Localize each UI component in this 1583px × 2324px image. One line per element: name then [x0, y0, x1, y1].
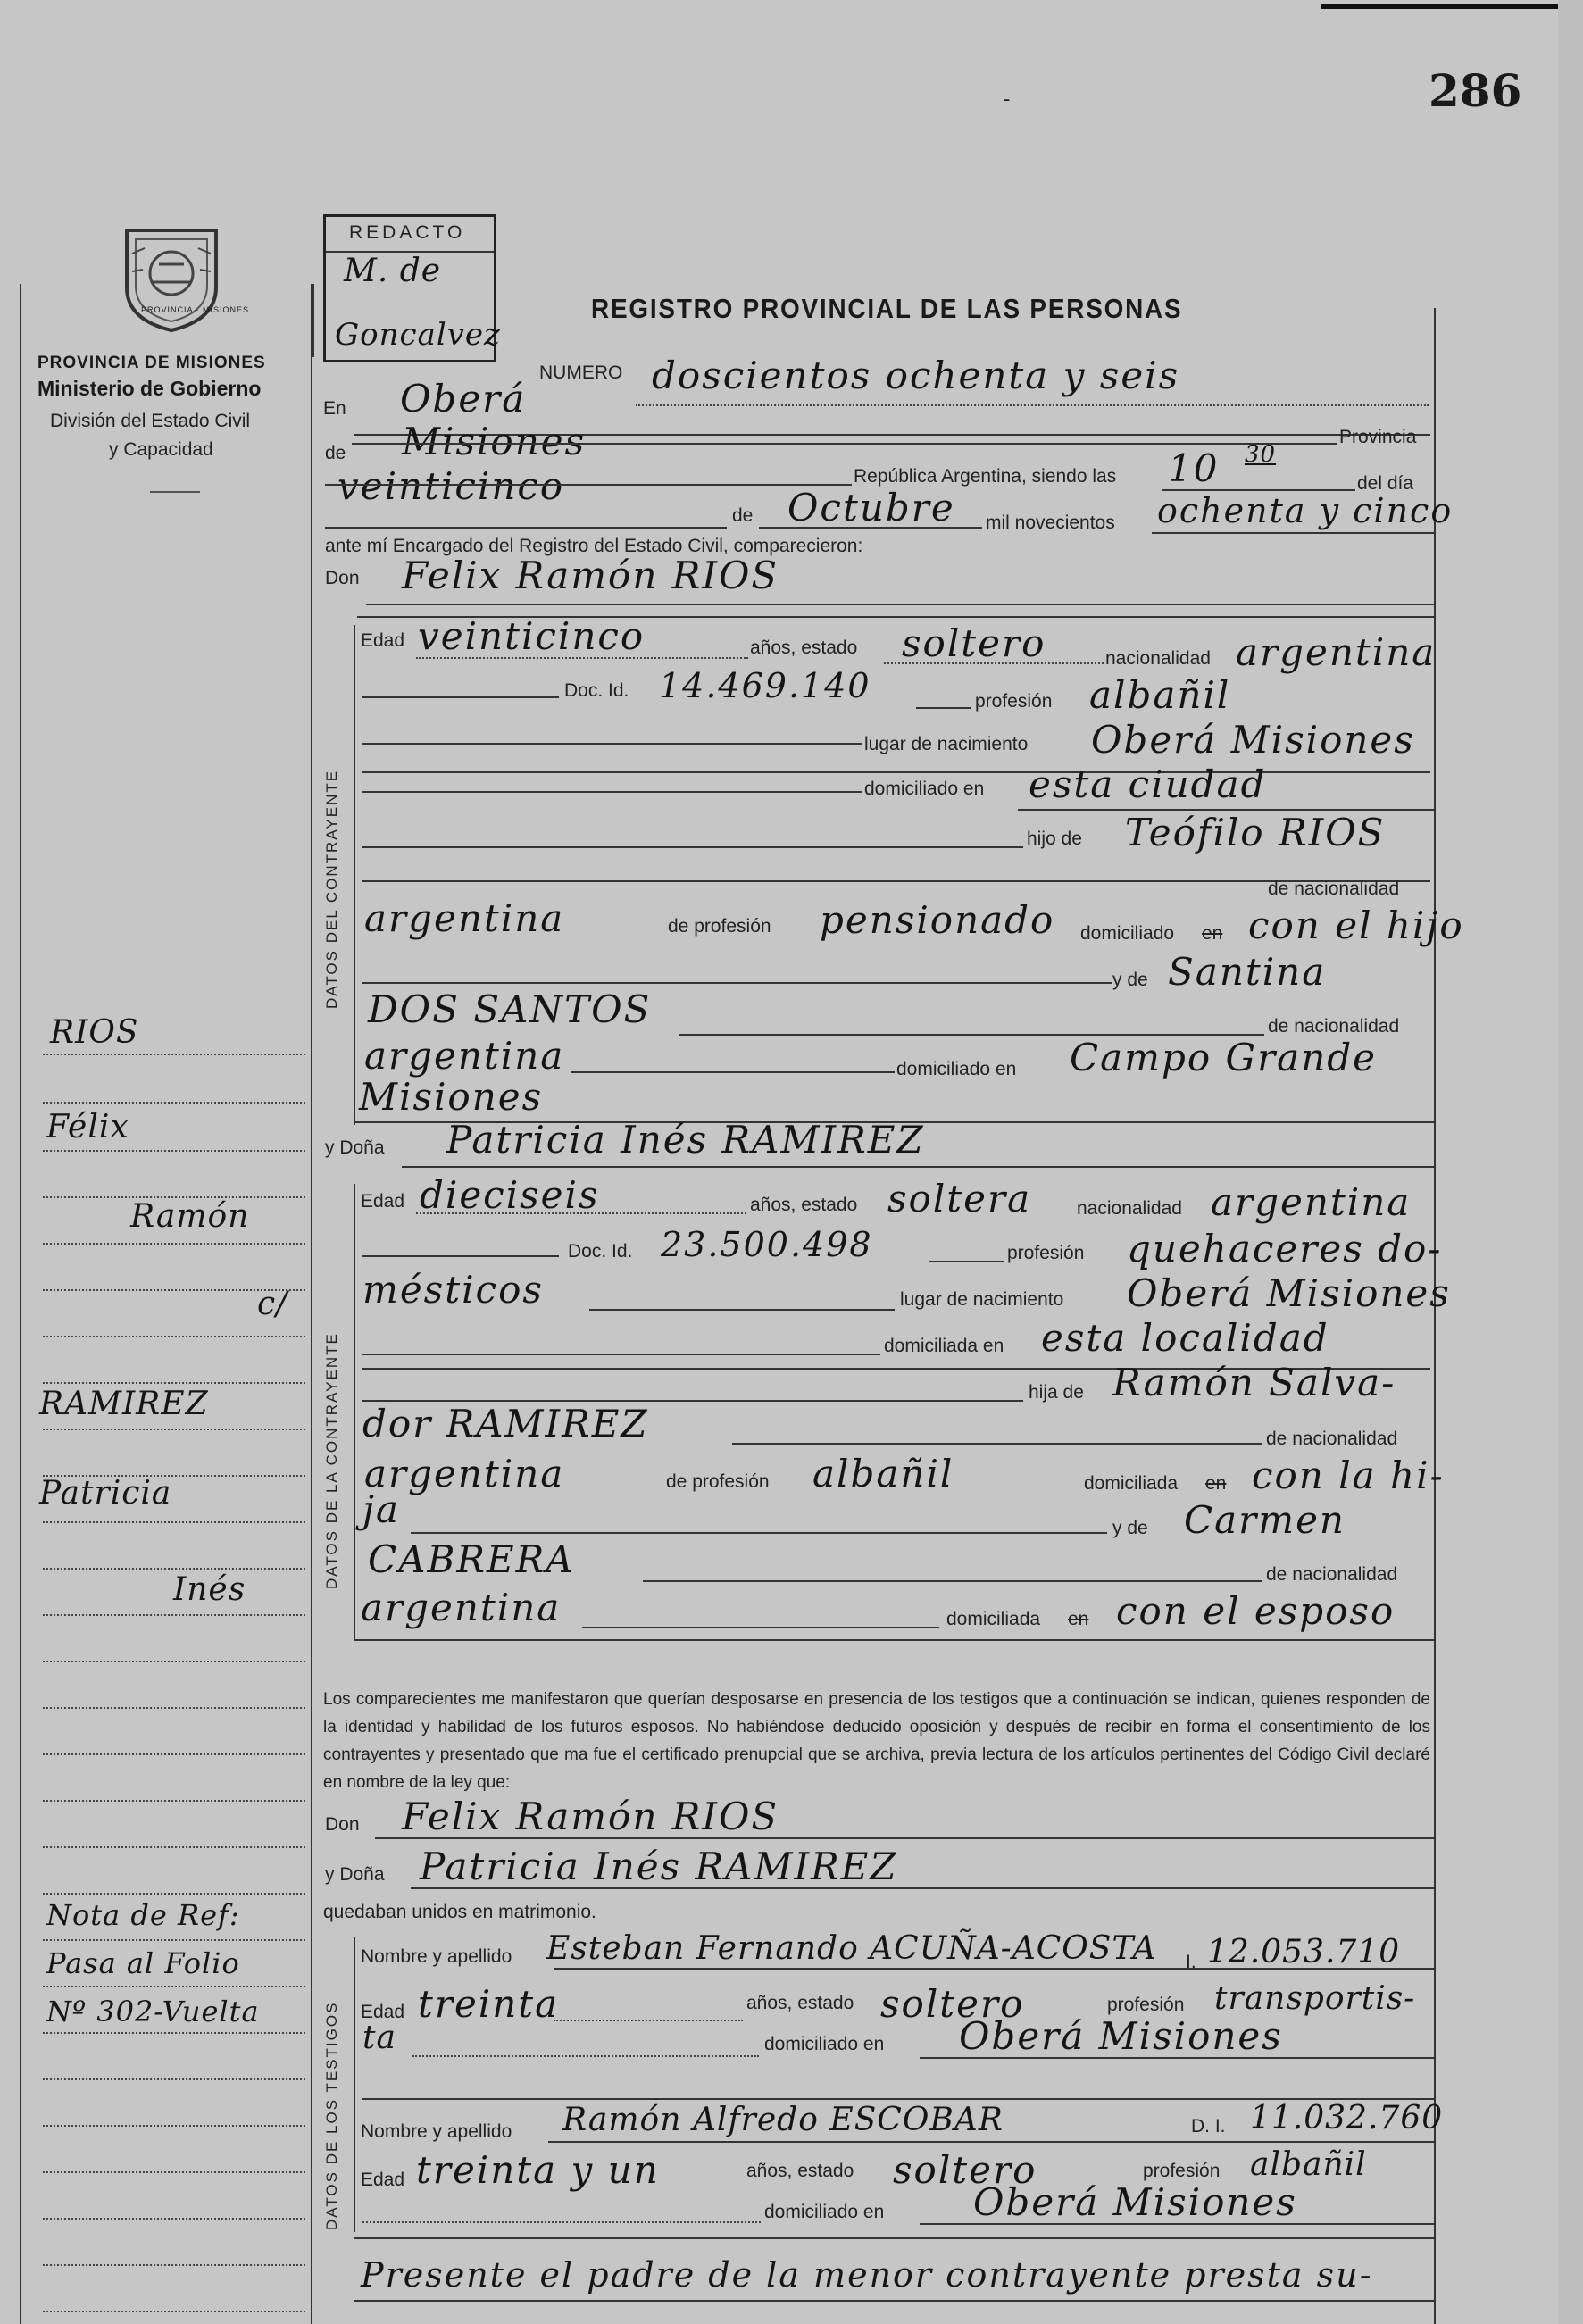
- margin-line-7: [43, 1336, 305, 1337]
- doc-label-2: Doc. Id.: [568, 1241, 633, 1262]
- domiciliado-en-label-2: domiciliado en: [896, 1059, 1017, 1079]
- dia-value: veinticinco: [337, 464, 565, 508]
- margin-line-22: [43, 2032, 305, 2034]
- margin-line-4: [43, 1196, 305, 1198]
- right-border: [1434, 308, 1436, 2324]
- domicilio-line-left-2: [362, 1354, 880, 1355]
- provincial-seal-icon: [114, 218, 250, 334]
- margin-line-27: [43, 2264, 305, 2266]
- edad-label: Edad: [361, 630, 405, 651]
- anos-estado-label-t1: años, estado: [746, 1993, 854, 2013]
- testigo1-dom-line-left: [412, 2055, 759, 2057]
- margin-nota-3: Nº 302-Vuelta: [46, 1995, 260, 2028]
- edad-label-t1: Edad: [361, 2002, 405, 2022]
- margin-line-16: [43, 1753, 305, 1755]
- de-nacionalidad-label-1: de nacionalidad: [1268, 879, 1400, 899]
- redactor-line-1: M. de: [344, 253, 442, 289]
- province-name: PROVINCIA DE MISIONES: [37, 354, 266, 372]
- testigo1-edad-value: treinta: [418, 1982, 560, 2026]
- domiciliado-en-label-t1: domiciliado en: [764, 2034, 885, 2054]
- page-number: 286: [1429, 64, 1522, 117]
- hija-de-label: hija de: [1029, 1382, 1084, 1403]
- ante-label: ante mí Encargado del Registro del Estado Civil, comparecieron:: [325, 536, 863, 556]
- testigo1-nombre-line: [554, 1968, 1434, 1970]
- madre-nac-line-2: [582, 1627, 939, 1628]
- header-rule: [150, 491, 200, 493]
- doc-label: Doc. Id.: [564, 680, 629, 701]
- en-struck-label-2: en: [1205, 1473, 1227, 1494]
- numero-label: NUMERO: [539, 362, 623, 383]
- redacto-label: REDACTO: [349, 222, 466, 243]
- margin-line-9: [43, 1429, 305, 1430]
- madre-domicilio-value: Campo Grande: [1070, 1036, 1377, 1079]
- edad-value-2: dieciseis: [420, 1173, 600, 1217]
- lugar-line-left: [362, 743, 862, 745]
- padre-value-2b: dor RAMIREZ: [362, 1402, 649, 1445]
- padre-domicilio-value-2: con la hi-: [1252, 1454, 1445, 1497]
- testigo1-profesion-value: transportis-: [1214, 1980, 1416, 2017]
- margin-line-17: [43, 1800, 305, 1802]
- margin-line-14: [43, 1661, 305, 1662]
- en-label: En: [323, 398, 346, 419]
- mil-label: mil novecientos: [986, 512, 1115, 533]
- testigo1-domicilio-line: [920, 2057, 1434, 2059]
- padre-value: Teófilo RIOS: [1125, 811, 1386, 854]
- provincia-value: Misiones: [402, 420, 587, 463]
- y-dona-line: [402, 1166, 1434, 1168]
- lugar-line-2: [362, 771, 1430, 773]
- ci-label-1: I.: [1186, 1952, 1196, 1972]
- consent-paragraph: Los comparecientes me manifestaron que querían desposarse en presencia de los testigos que a continuación se indican, quienes responden de la identidad y habilidad de los futuros esposos. No habiéndose deducido oposición y después de recibir en forma el consentimiento de los contrayentes y presentado que ma fue el certificado prenupcial que se archiva, previa lectura de los artículos pertinentes del Código Civil declaré en nombre de la ley que:: [323, 1690, 1430, 1792]
- de-nacionalidad-label-3: de nacionalidad: [1266, 1429, 1398, 1449]
- y-de-label-1: y de: [1112, 970, 1148, 990]
- side-label-contrayente: DATOS DEL CONTRAYENTE: [323, 769, 340, 1009]
- margin-line-25: [43, 2171, 305, 2173]
- testigo2-doc-value: 11.032.760: [1250, 2100, 1444, 2137]
- y-de-line-left: [362, 982, 1112, 984]
- padre-profesion-value-2: albañil: [812, 1452, 954, 1495]
- doc-line-left: [362, 696, 559, 698]
- edad-line: [416, 657, 748, 659]
- provincia-label: Provincia: [1339, 427, 1417, 447]
- numero-value: doscientos ochenta y seis: [652, 354, 1180, 397]
- de-profesion-label-2: de profesión: [666, 1471, 770, 1492]
- y-de-line-left-2: [411, 1532, 1107, 1534]
- margin-line-28: [43, 2311, 305, 2312]
- testigos-bracket: [354, 1937, 355, 2232]
- domiciliada-label-1: domiciliada: [1084, 1473, 1179, 1494]
- testigo2-nombre-value: Ramón Alfredo ESCOBAR: [562, 2102, 1004, 2138]
- numero-line: [636, 404, 1429, 406]
- profesion-value: albañil: [1089, 673, 1231, 717]
- matrimonio-don-value: Felix Ramón RIOS: [402, 1795, 779, 1838]
- nombre-apellido-label-2: Nombre y apellido: [361, 2121, 512, 2142]
- nombre-apellido-label-1: Nombre y apellido: [361, 1946, 512, 1967]
- quedaban-label: quedaban unidos en matrimonio.: [323, 1902, 596, 1922]
- document-title: REGISTRO PROVINCIAL DE LAS PERSONAS: [591, 293, 1183, 324]
- matrimonio-dona-value: Patricia Inés RAMIREZ: [420, 1845, 898, 1888]
- edge-dash: -: [1004, 87, 1011, 110]
- anos-estado-label-t2: años, estado: [746, 2161, 854, 2181]
- domicilio-line-left: [362, 791, 862, 793]
- lugar-value: Oberá Misiones: [1091, 718, 1415, 762]
- de-nacionalidad-label-4: de nacionalidad: [1266, 1564, 1398, 1585]
- padre-nacionalidad-value-2: argentina: [364, 1452, 565, 1495]
- margin-line-19: [43, 1893, 305, 1895]
- contrayente-bracket: [354, 625, 355, 1125]
- profesion-value-2: quehaceres do-: [1127, 1227, 1443, 1270]
- testigo1-domicilio-value: Oberá Misiones: [959, 2014, 1283, 2058]
- provincia-line: [352, 443, 1337, 445]
- anio-value: ochenta y cinco: [1157, 491, 1454, 530]
- lugar-line-left-2: [589, 1309, 895, 1311]
- y-de-label-2: y de: [1112, 1518, 1148, 1538]
- en-value: Oberá: [400, 377, 527, 421]
- anos-estado-label: años, estado: [750, 637, 858, 658]
- redactor-line-2: Goncalvez: [335, 317, 501, 353]
- padre-value-2: Ramón Salva-: [1112, 1361, 1396, 1404]
- edad-value: veinticinco: [418, 614, 646, 658]
- testigo2-edad-value: treinta y un: [416, 2148, 660, 2192]
- profesion-line-2: [929, 1261, 1004, 1262]
- margin-apellido-1: RIOS: [50, 1014, 139, 1051]
- contrayenta-end-line: [354, 1639, 1434, 1641]
- margin-line-3: [43, 1150, 305, 1152]
- margin-line-24: [43, 2125, 305, 2127]
- matrimonio-don-line: [375, 1837, 1434, 1839]
- nacionalidad-value-2: argentina: [1211, 1180, 1412, 1224]
- madre-nacionalidad-value: argentina: [364, 1034, 565, 1078]
- di-label-2: D. I.: [1191, 2116, 1226, 2137]
- division-line-1: División del Estado Civil: [50, 411, 251, 431]
- testigo1-estado-value: soltero: [880, 1982, 1025, 2026]
- don-value: Felix Ramón RIOS: [402, 554, 779, 597]
- dia-line: [325, 527, 727, 529]
- margin-line-15: [43, 1707, 305, 1709]
- y-dona-label: y Doña: [325, 1137, 385, 1158]
- margin-nombre-3: Patricia: [39, 1475, 172, 1512]
- redacto-left-line: [312, 284, 314, 357]
- doc-value-2: 23.500.498: [661, 1225, 873, 1264]
- estado-value-2: soltera: [887, 1177, 1032, 1220]
- padre-line-2b: [732, 1443, 1262, 1445]
- estado-value: soltero: [902, 621, 1046, 665]
- hijo-de-label: hijo de: [1027, 829, 1082, 849]
- profesion-value-2b: mésticos: [362, 1268, 544, 1312]
- padre-domicilio-value: con el hijo: [1248, 904, 1464, 947]
- en-struck-label-3: en: [1068, 1609, 1089, 1629]
- don-label: Don: [325, 568, 360, 588]
- testigo2-domicilio-value: Oberá Misiones: [973, 2180, 1297, 2224]
- testigos-end-line: [354, 2237, 1434, 2239]
- madre-nombre-value-2: Carmen: [1184, 1498, 1346, 1542]
- top-edge-mark: [1321, 4, 1558, 9]
- profesion-line-short: [916, 707, 971, 709]
- margin-apellido-2: RAMIREZ: [39, 1386, 209, 1422]
- padre-domicilio-value-2b: ja: [362, 1487, 401, 1531]
- don-label-2: Don: [325, 1814, 360, 1835]
- domiciliado-label-1: domiciliado: [1080, 923, 1175, 944]
- margin-line-13: [43, 1614, 305, 1616]
- testigo1-edad-line: [554, 2020, 743, 2021]
- redacto-box: [323, 214, 501, 362]
- mes-line: [759, 527, 982, 529]
- de-profesion-label-1: de profesión: [668, 916, 771, 937]
- nacionalidad-label-2: nacionalidad: [1077, 1198, 1182, 1219]
- republica-line-left: [325, 484, 852, 486]
- testigo2-estado-value: soltero: [893, 2148, 1037, 2192]
- nota-final-value: Presente el padre de la menor contrayente presta su-: [361, 2255, 1373, 2295]
- doc-value: 14.469.140: [659, 666, 871, 705]
- domiciliado-en-label-t2: domiciliado en: [764, 2202, 885, 2222]
- margin-line-12: [43, 1568, 305, 1570]
- profesion-label-2: profesión: [1007, 1243, 1085, 1263]
- en-struck-label-1: en: [1202, 923, 1223, 944]
- domicilio-value-2: esta localidad: [1041, 1316, 1329, 1360]
- margin-nota-1: Nota de Ref:: [46, 1898, 240, 1932]
- profesion-label: profesión: [975, 691, 1053, 712]
- domiciliada-label-2: domiciliada: [946, 1609, 1041, 1629]
- margin-nombre-2: Ramón: [130, 1198, 250, 1235]
- de-label: de: [325, 443, 346, 463]
- matrimonio-dona-line: [411, 1887, 1434, 1889]
- margin-line-10: [43, 1475, 305, 1477]
- don-line: [366, 604, 1434, 605]
- side-label-contrayenta: DATOS DE LA CONTRAYENTE: [323, 1332, 340, 1589]
- margin-line-11: [43, 1521, 305, 1523]
- margin-line-1: [43, 1054, 305, 1055]
- madre-apellido-value-2: CABRERA: [368, 1537, 575, 1581]
- margin-line-5: [43, 1243, 305, 1245]
- de-nacionalidad-label-2: de nacionalidad: [1268, 1016, 1400, 1037]
- domicilio-value: esta ciudad: [1029, 762, 1267, 806]
- seal-text: PROVINCIA · MISIONES: [141, 305, 250, 314]
- doc-line-left-2: [362, 1255, 559, 1257]
- domiciliado-en-label: domiciliado en: [864, 779, 985, 799]
- profesion-label-t2: profesión: [1143, 2161, 1221, 2181]
- de2-label: de: [732, 505, 754, 526]
- mes-value: Octubre: [787, 486, 955, 529]
- anio-line: [1152, 532, 1434, 534]
- left-margin-border: [20, 284, 21, 2324]
- madre-domicilio-value-2: con el esposo: [1116, 1589, 1396, 1633]
- margin-line-2: [43, 1102, 305, 1104]
- margin-line-8: [43, 1382, 305, 1384]
- testigo2-domicilio-line: [920, 2223, 1434, 2225]
- testigo1-doc-value: 12.053.710: [1207, 1934, 1401, 1970]
- lugar-label-2: lugar de nacimiento: [900, 1289, 1064, 1310]
- testigo2-nombre-line: [548, 2141, 1434, 2143]
- anos-estado-label-2: años, estado: [750, 1195, 858, 1215]
- margin-nombre-4: Inés: [173, 1571, 246, 1608]
- y-dona-label-2: y Doña: [325, 1864, 385, 1885]
- nota-final-line: [354, 2300, 1434, 2302]
- estado-line: [884, 662, 1104, 664]
- ministry-name: Ministerio de Gobierno: [37, 377, 262, 400]
- padre-nacionalidad-value: argentina: [364, 896, 565, 940]
- division-line-2: y Capacidad: [109, 439, 213, 460]
- madre-apellido-value: DOS SANTOS: [368, 987, 652, 1031]
- margin-line-21: [43, 1986, 305, 1987]
- testigo2-profesion-value: albañil: [1250, 2146, 1367, 2183]
- madre-nac-line: [571, 1071, 895, 1073]
- hora-value: 10: [1168, 446, 1220, 490]
- margin-divider: [311, 284, 312, 2324]
- del-dia-label: del día: [1357, 473, 1414, 494]
- contrayenta-bracket: [354, 1184, 355, 1639]
- madre-apellido-line-2: [643, 1580, 1262, 1582]
- lugar-label: lugar de nacimiento: [864, 734, 1029, 754]
- hijo-line-left: [362, 846, 1023, 848]
- madre-domicilio-value-2: Misiones: [359, 1075, 544, 1119]
- margin-line-18: [43, 1846, 305, 1848]
- testigo2-dom-line-left: [362, 2221, 761, 2223]
- testigo1-profesion-value-2: ta: [362, 2020, 396, 2056]
- margin-line-20: [43, 1939, 305, 1941]
- madre-nombre-value: Santina: [1168, 950, 1327, 994]
- margin-line-6: [43, 1289, 305, 1291]
- y-dona-value: Patricia Inés RAMIREZ: [446, 1118, 925, 1162]
- lugar-value-2: Oberá Misiones: [1127, 1271, 1451, 1315]
- edad-label-t2: Edad: [361, 2170, 405, 2190]
- republica-label: República Argentina, siendo las: [854, 466, 1117, 487]
- edad-label-2: Edad: [361, 1191, 405, 1212]
- nacionalidad-label: nacionalidad: [1105, 648, 1211, 669]
- margin-conector: c/: [257, 1286, 288, 1322]
- testigo1-nombre-value: Esteban Fernando ACUÑA-ACOSTA: [546, 1930, 1157, 1967]
- profesion-label-t1: profesión: [1107, 1995, 1185, 2015]
- madre-nacionalidad-value-2: argentina: [361, 1586, 562, 1629]
- margin-line-23: [43, 2078, 305, 2080]
- domiciliada-en-label: domiciliada en: [884, 1336, 1004, 1356]
- minutos-value: 30: [1245, 441, 1277, 468]
- edad-line-2: [416, 1212, 746, 1214]
- nacionalidad-value: argentina: [1236, 630, 1437, 674]
- margin-line-26: [43, 2218, 305, 2220]
- margin-nota-2: Pasa al Folio: [46, 1946, 240, 1980]
- side-label-testigos: DATOS DE LOS TESTIGOS: [323, 2001, 340, 2230]
- margin-nombre-1: Félix: [46, 1109, 129, 1145]
- padre-profesion-value: pensionado: [820, 898, 1055, 942]
